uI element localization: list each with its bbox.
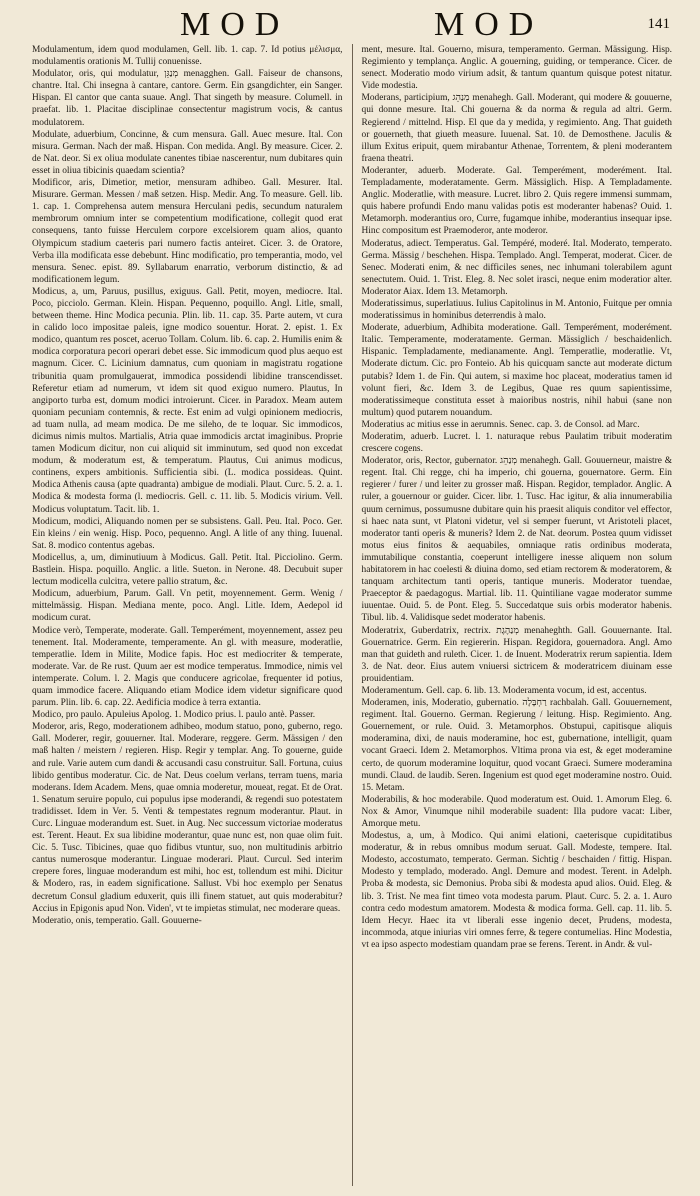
dictionary-entry: Moderatius ac mitius esse in aerumnis. Senec. cap. 3. de Consol. ad Marc. xyxy=(361,419,640,430)
dictionary-entry: Modice verò, Temperate, moderate. Gall. Temperément, moyennement, assez peu tenement. Ital. Moderamente, temperamente. An gl. with measure, moderatlie, temperatlie. Idem in Milite, Modice fapis. Hoc est mediocriter & temperate, moderate. Var. de Re rust. Quum aer est modice temperatus. Immodice, nimis vel intemperate. Colum. l. 2. Magis que conducere agricolae, frequenter id potius, quam immodice facere. Aliquando etiam Modice idem videtur significare quod parum. Plin. lib. 6. cap. 22. Aedificia modice à terra extantia. xyxy=(32,625,343,709)
dictionary-entry: Moderate, aduerbium, Adhibita moderatione. Gall. Temperément, moderément. Italic. Temperamente, moderatamente. German. Mässiglich / beschaidenlich. Hispanic. Templadamente, medianamente. Angl. Temperatlie, moderatlie. Vt, Moderate dictum. Cic. pro Fonteio. Ab his quicquam sancte aut moderate dictum putabis? Idem 1. de Fin. Qui autem, si maxime hoc placeat, moderatius tamen id volunt fieri, &c. Idem 3. de Legibus, Quae res quum sapientissime, moderatissimeque constituta esset à maioribus nostris, nihil habui (sane non multum) quod putarem nouandum. xyxy=(361,323,672,418)
dictionary-entry: ment, mesure. Ital. Gouerno, misura, temperamento. German. Mässigung. Hisp. Regimiento y templança. Anglic. A gouerning, guiding, or temperance. Cicer. de senect. Moderatio modo virium adsit, & tantum quantum quisque potest nitatur. Vide modestia. xyxy=(361,45,672,92)
dictionary-entry: Modicum, aduerbium, Parum. Gall. Vn petit, moyennement. Germ. Wenig / mittelmässig. Hispan. Mediana mente, poco. Angl. Litle. Idem, Aedepol id modicum curat. xyxy=(32,589,343,624)
dictionary-entry: Modificor, aris, Dimetior, metior, mensuram adhibeo. Gall. Mesurer. Ital. Misurare. German. Messen / maß setzen. Hisp. Medir. Ang. To measure. Gell. lib. 1. cap. 1. Comprehensa autem mensura Herculani pedis, secundum naturalem membrorum omnium inter se competentium modificatione, collegit quod erat consequens, tanto fuisse Herculem corpore excelsiorem quam alios, quanto Olympicum stadium caeteris pari numero factis anteiret. Cicer. 3. de Oratore, Verba illa modificata esse debebunt. Hinc modificatio, pro temperantia, modo, vel mensura. Senec. epist. 89. Syllabarum enarratio, verborum distinctio, & ad modificationem legum. xyxy=(32,178,343,285)
dictionary-entry: Moderamen, inis, Moderatio, gubernatio. רַחְבָּלָה rachbalah. Gall. Gouuernement, regiment. Ital. Gouerno. German. Regierung / leitung. Hisp. Regimiento. Ang. Gouernement, or rule. Ouid. 3. Metamorphos. Obstupui, capitisque aliquis moderamina, dixi, de nauis moderamine, hoc est, gubernatione, intelligit, quam vocant Graeci. Idem 2. Metamorphos. Vltima prona via est, & eget moderamine certo, de quorum moderamine loquitur, quod vocant Graeci. Sumere moderamina mundi. Claud. de laudib. Seren. Ingenium est quod eget moderamine nostro. Ouid. 15. Metam. xyxy=(361,698,672,793)
text-columns xyxy=(32,44,672,1186)
dictionary-entry: Moderanter, aduerb. Moderate. Gal. Temperément, moderément. Ital. Templadamente, moderatamente. Germ. Mässiglich. Hisp. A Templadamente. Anglic. Moderatlie, with measure. Lucret. libro 2. Quis regere immensi summam, quis habere profundi Endo manu validas potis est moderanter habenas? Ouid. 1. Metamorph. moderantius oro, Curre, fugamque inhibe, moderantius insequar ipse. Hinc compositum est Praemoderor, ante moderor. xyxy=(361,165,672,237)
dictionary-entry: Moderatus, adiect. Temperatus. Gal. Tempéré, moderé. Ital. Moderato, temperato. Germa. Mässig / beschehen. Hispa. Templado. Angl. Temperat, moderat. Cicer. de Senec. Moderati enim, & nec difficiles senes, nec inhumani tolerabilem agunt senectutem. Ouid. 1. Trist. Eleg. 8. Nec solet irasci, neque enim moderatior alter. Moderator Aiax. Idem 13. Metamorph. xyxy=(361,238,672,297)
running-header xyxy=(32,0,672,44)
dictionary-entry: Modulamentum, idem quod modulamen, Gell. lib. 1. cap. 7. Id potius μέλισμα, modulamentis orationis M. Tullij conuenisse. xyxy=(32,45,343,68)
dictionary-entry: Moderator, oris, Rector, gubernator. מְנַהֵג menahegh. Gall. Gouuerneur, maistre & regent. Ital. Chi regge, chi ha imperio, chi gouerna, gouernatore. Germ. Ein regierer / furer / und leiter zu grosser maß. Hispan. Regidor, templador. Anglic. A ruler, a gouernour or guider. Cicer. libr. 1. Tusc. Hac igitur, & alia innumerabilia quum cernimus, possumusne dubitare quin his praesit aliquis conditor vel effector, si haec nata sunt, vt Platoni videtur, vel si semper fuerunt, vt Aristoteli placet, moderator tanti operis & muneris? Idem 2. de Nat. deorum. Postea quum vidisset motus eius finitos & aequabiles, omniaque ratis ordinibus moderata, immutabilique constantia, coeperunt intelligere inesse aliquem non solum habitatorem in hac coelesti & diuina domo, sed etiam rectorem & moderatorem, & tanquam architectum tanti operis, tantique muneris. Moderator tuendae, Praeceptor & paedagogus. Martial. lib. 11. Quintiliane vagae moderator summe iuuentae. Ouid. 5. de Pont. Eleg. 5. Succedatque suis orbis moderator habenis. Tibul. lib. 4. Validisque sedet moderator habenis. xyxy=(361,456,672,624)
dictionary-entry: Moderatissimus, superlatiuus. Iulius Capitolinus in M. Antonio, Fuitque per omnia moderatissimus in hominibus deterrendis à malo. xyxy=(361,298,672,322)
dictionary-entry: Moderor, aris, Rego, moderationem adhibeo, modum statuo, pono, guberno, rego. Gall. Moderer, regir, gouuerner. Ital. Moderare, reggere. Germ. Mässigen / den maß halten / meistern / regieren. Hisp. Regir y templar. Ang. To gouerne, guide and rule. Varie autem cum dandi & accusandi casu construitur. Sall. Fortuna, cuius libido gentibus moderatur. Cic. de Nat. Deus coelum verlans, terram tuens, maria moderans. Idem Academ. Mens, quae omnia moderetur, moueat, regat. Et de Orat. 1. Senatum seruire populo, cui populus ipse moderandi, & regendi suo potestatem tradidisset. Idem in Ver. 5. Venti & tempestates regnum moderantur. Plaut. in Curc. Linguae moderandum est. Suet. in Aug. Nec successum victoriae moderatus est. Terent. Heaut. Ex sua libidine moderantur, quae nunc est, non quae olim fuit. Cic. 5. Tusc. Tibicines, quae quo fidibus vtuntur, suo, non multitudinis arbitrio cantus numerosque moderantur. Linguae moderari. Plaut. Curcul. Sed interim crepere fores, linguae moderandum est mihi, hoc est, tollendum est mihi. Dicitur & Modero, ras, in eadem significatione. Sallust. Vbi hoc exemplo per Senatus decretum Consul gladium eduxerit, quis illi finem statuet, aut quis moderabitur? Accius in Epigonis apud Non. Viden', vt te impietas stimulat, nec moderare queas. xyxy=(32,722,343,914)
dictionary-entry: Moderatrix, Guberdatrix, rectrix. מְנַהֶגֶת menaheghth. Gall. Gouuernante. Ital. Gouernatrice. Germ. Ein regiererin. Hispan. Regidora, gouernadora. Angl. Amo man that guideth and ruleth. Cicer. 1. de Inuent. Moderatrix rerum sapientia. Idem 3. de Nat. deor. Eius autem vniuersi sictricem & moderatricem diuinam esse prouidentiam. xyxy=(361,625,672,684)
dictionary-entry: Moderatio, onis, temperatio. Gall. Gouuerne- xyxy=(32,915,202,926)
dictionary-entry: Modicellus, a, um, diminutiuum à Modicus. Gall. Petit. Ital. Picciolino. Germ. Bastlein. Hispa. poquillo. Anglic. a litle. Sueton. in Nerone. 48. Decubuit super lectum modicella culcitra, vetere pallio stratum, &c. xyxy=(32,552,343,588)
dictionary-entry: Modestus, a, um, à Modico. Qui animi elationi, caeterisque cupiditatibus moderatur, & in rebus omnibus modum seruat. Gall. Modeste, tempere. Ital. Modesto, accostumato, temperato. German. Sichtig / beschaiden / fittig. Hispan. Modesto y templado, moderado. Angl. Demure and modest. Terent. in Adelph. Proba & modesta, sic Demonius. Proba sibi & modesta apud alios. Ouid. Eleg. & lib. 3. Trist. Ne mea fint timeo vota modesta parum. Plaut. Curc. 5. 2. a. 1. Auro contra cedo modestum amatorem. Modesta & modica forma. Gell. cap. 11. lib. 5. Idem Hecyr. Haec ita vt liberali esse ingenio decet, Prudens, modesta, incommoda, atque iniurias viri omnes ferre, & tegere contumelias. Hinc Modestia, vt ea ipso aspecto modestiam quandam prae se ferens. Terent. in Andr. & vul- xyxy=(361,831,672,950)
dictionary-entry: Moderatim, aduerb. Lucret. l. 1. naturaque rebus Paulatim tribuit moderatim crescere cogens. xyxy=(361,432,672,455)
left-column xyxy=(32,44,352,1186)
dictionary-entry: Modulate, aduerbium, Concinne, & cum mensura. Gall. Auec mesure. Ital. Con misura. German. Nach der maß. Hispan. Con medida. Angl. By measure. Cicer. 2. de Nat. deor. Si ex oliua modulate canentes tibiae nascerentur, num dubitares quin esset in oliua tibicinis quaedam scientia? xyxy=(32,129,343,176)
dictionary-entry: Modicus, a, um, Paruus, pusillus, exiguus. Gall. Petit, moyen, mediocre. Ital. Poco, picciolo. German. Klein. Hispan. Pequenno, poquillo. Angl. Litle, small, between theme. Hinc Modica pecunia. Plin. lib. 11. cap. 35. Parte autem, vt cura in calido loco impositae paleis, igne modico souentur. Horat. 2. epist. 1. Ex modico, quantum res poscet, aceruo Tollam. Colum. lib. 6. cap. 2. Humilis enim & modica corporatura pecori operari debet esse. Sic immodicum quod plus aequo est magnum. Cicer. C. Licinium damnatus, cum quoniam in magistratu rogatione tribunitia quam promulgauerat, immodica possidendi libidine transcendisset. Referetur etiam ad numerum, vt idem sit quod exiguo numero. Plautus, In angiporto turba est, domum modici introierunt. Cicer. in Paradox. Meam autem quoniam pecuniam contemnis, & recte. Est enim ad vulgi opinionem mediocris, ad tuam nulla, ad meam modica. De me sileho, de te loquar. Sic immodicos, dicimus nimis multos. Martialis, Atria quae immodicis arctat imaginibus. Proprie tamen Modicum dicitur, non cui aliquid sit imminutum, sed quod non excedat modum, & moderatum est, & temperatum. Plautus, Cui animus modicus, continens, expers ambitionis. Sufficientia sibi. (L. modica possideas. Quint. Modica Athenis causa (apte quadranta) ambigue de modiali. Plaut. Curc. 5. 2. a. 1. Modica & modesta forma (l. mediocris. Gell. c. 11. lib. 5. Modicis virium. Vell. Modicus voluptatum. Tacit. lib. 1. xyxy=(32,286,343,515)
right-column xyxy=(353,44,673,1186)
dictionary-entry: Moderamentum. Gell. cap. 6. lib. 13. Moderamenta vocum, id est, accentus. xyxy=(361,685,647,696)
dictionary-entry: Modulator, oris, qui modulatur, מְנַגֵּן menagghen. Gall. Faiseur de chansons, chantre. Ital. Chi insegna à cantare, cantore. Germ. Ein gsangdichter, ein Sanger. Hispan. El cantor que canta suaue. Angl. That singeth by measure. Columell. in praefat. lib. 1. Placitae disciplinae consectentur magistrum vocis, & cantus modulatorem. xyxy=(32,69,343,128)
header-right-word: MOD xyxy=(434,6,544,43)
dictionary-entry: Modicum, modici, Aliquando nomen per se subsistens. Gall. Peu. Ital. Poco. Ger. Ein kleins / ein wenig. Hisp. Poco, pequenno. Angl. A litle of any thing. Iuuenal. Sat. 8. modico contentus agebas. xyxy=(32,516,343,551)
dictionary-entry: Moderans, participium, מְנַהֵג menahegh. Gall. Moderant, qui modere & gouuerne, qui donne mesure. Ital. Chi gouerna & da norma & regula ad altri. Germ. Regierend / mittelnd. Hisp. El que da y medida, y regimiento. Ang. That guideth or gouerneth, that giueth measure. Iuuenal. Sat. 10. de Demosthene. Jaculis & illum Exitus eripuit, quem mirabantur Athenae, Torrentem, & pleni moderantem fraena theatri. xyxy=(361,93,672,164)
dictionary-entry: Modico, pro paulo. Apuleius Apolog. 1. Modico prius. l. paulo antè. Passer. xyxy=(32,710,316,721)
page-number: 141 xyxy=(647,16,670,32)
dictionary-entry: Moderabilis, & hoc moderabile. Quod moderatum est. Ouid. 1. Amorum Eleg. 6. Nox & Amor, Vinumque nihil moderabile suadent: Illa pudore vacat: Liber, Amorque metu. xyxy=(361,794,672,829)
header-left-word: MOD xyxy=(180,6,290,43)
